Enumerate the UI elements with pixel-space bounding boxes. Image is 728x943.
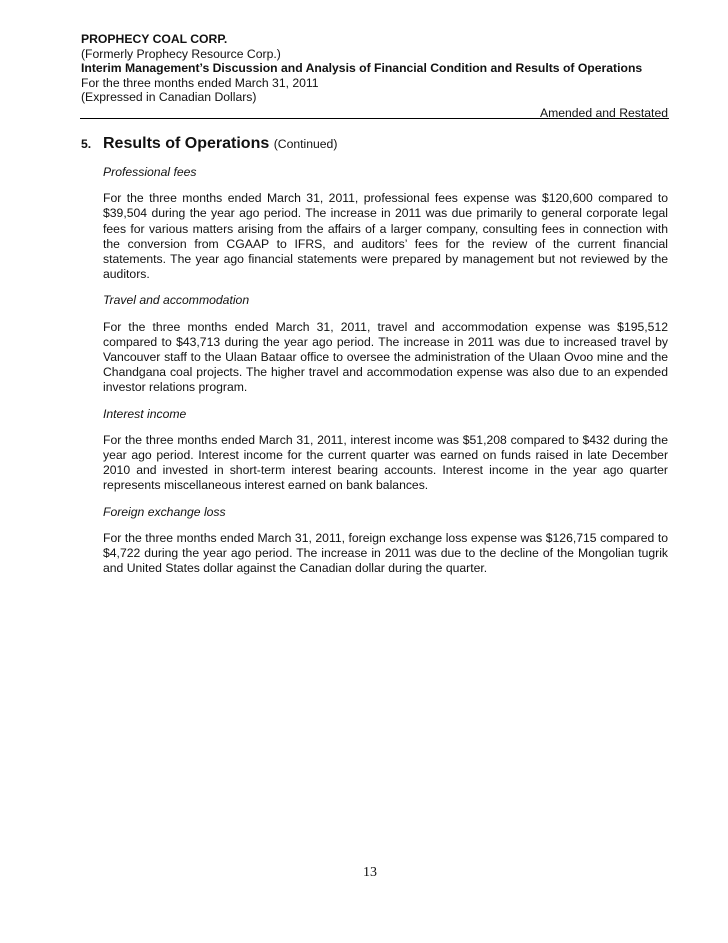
paragraph-interest-income: For the three months ended March 31, 2011, interest income was $51,208 compared to $432 during the year ago period. Interest income for the current quarter was earned on funds raised in late December 2010 and invested in short-term interest bearing accounts. Interest income in the year ago quarter represents miscellaneous interest earned on bank balances. <box>103 432 668 493</box>
subsection-heading-foreign-exchange: Foreign exchange loss <box>103 504 226 519</box>
section-heading <box>81 135 668 153</box>
paragraph-foreign-exchange: For the three months ended March 31, 2011, foreign exchange loss expense was $126,715 compared to $4,722 during the year ago period. The increase in 2011 was due to the decline of the Mongolian tugrik and United States dollar against the Canadian dollar during the quarter. <box>103 530 668 576</box>
report-title: Interim Management’s Discussion and Analysis of Financial Condition and Results of Operations <box>81 61 643 76</box>
subsection-heading-travel: Travel and accommodation <box>103 293 250 308</box>
section-body <box>103 165 668 587</box>
amended-status: Amended and Restated <box>539 105 668 120</box>
subsection-heading-interest-income: Interest income <box>103 406 187 421</box>
section-number: 5. <box>81 137 92 151</box>
report-period: For the three months ended March 31, 2011 <box>81 75 319 90</box>
page-number: 13 <box>363 865 377 880</box>
subsection-heading-professional-fees: Professional fees <box>103 165 197 179</box>
page-header <box>81 32 668 121</box>
header-divider <box>80 118 669 119</box>
section-title: Results of Operations <box>103 135 270 152</box>
former-name: (Formerly Prophecy Resource Corp.) <box>81 46 281 61</box>
paragraph-travel: For the three months ended March 31, 2011, travel and accommodation expense was $195,512 compared to $43,713 during the year ago period. The increase in 2011 was due to increased travel by Vancouver staff to the Ulaan Bataar office to oversee the administration of the Ulaan Ovoo mine and the Chandgana coal projects. The higher travel and accommodation expense was also due to an expended investor relations program. <box>103 319 668 395</box>
currency-note: (Expressed in Canadian Dollars) <box>81 90 257 105</box>
section-continued: (Continued) <box>273 137 338 151</box>
paragraph-professional-fees: For the three months ended March 31, 2011, professional fees expense was $120,600 compared to $39,504 during the year ago period. The increase in 2011 was due primarily to general corporate legal fees for various matters arising from the affairs of a larger company, consulting fees in connection with the conversion from CGAAP to IFRS, and auditors’ fees for the review of the current financial statements. The year ago financial statements were prepared by management but not reviewed by the auditors. <box>103 191 668 282</box>
company-name: PROPHECY COAL CORP. <box>81 32 228 46</box>
